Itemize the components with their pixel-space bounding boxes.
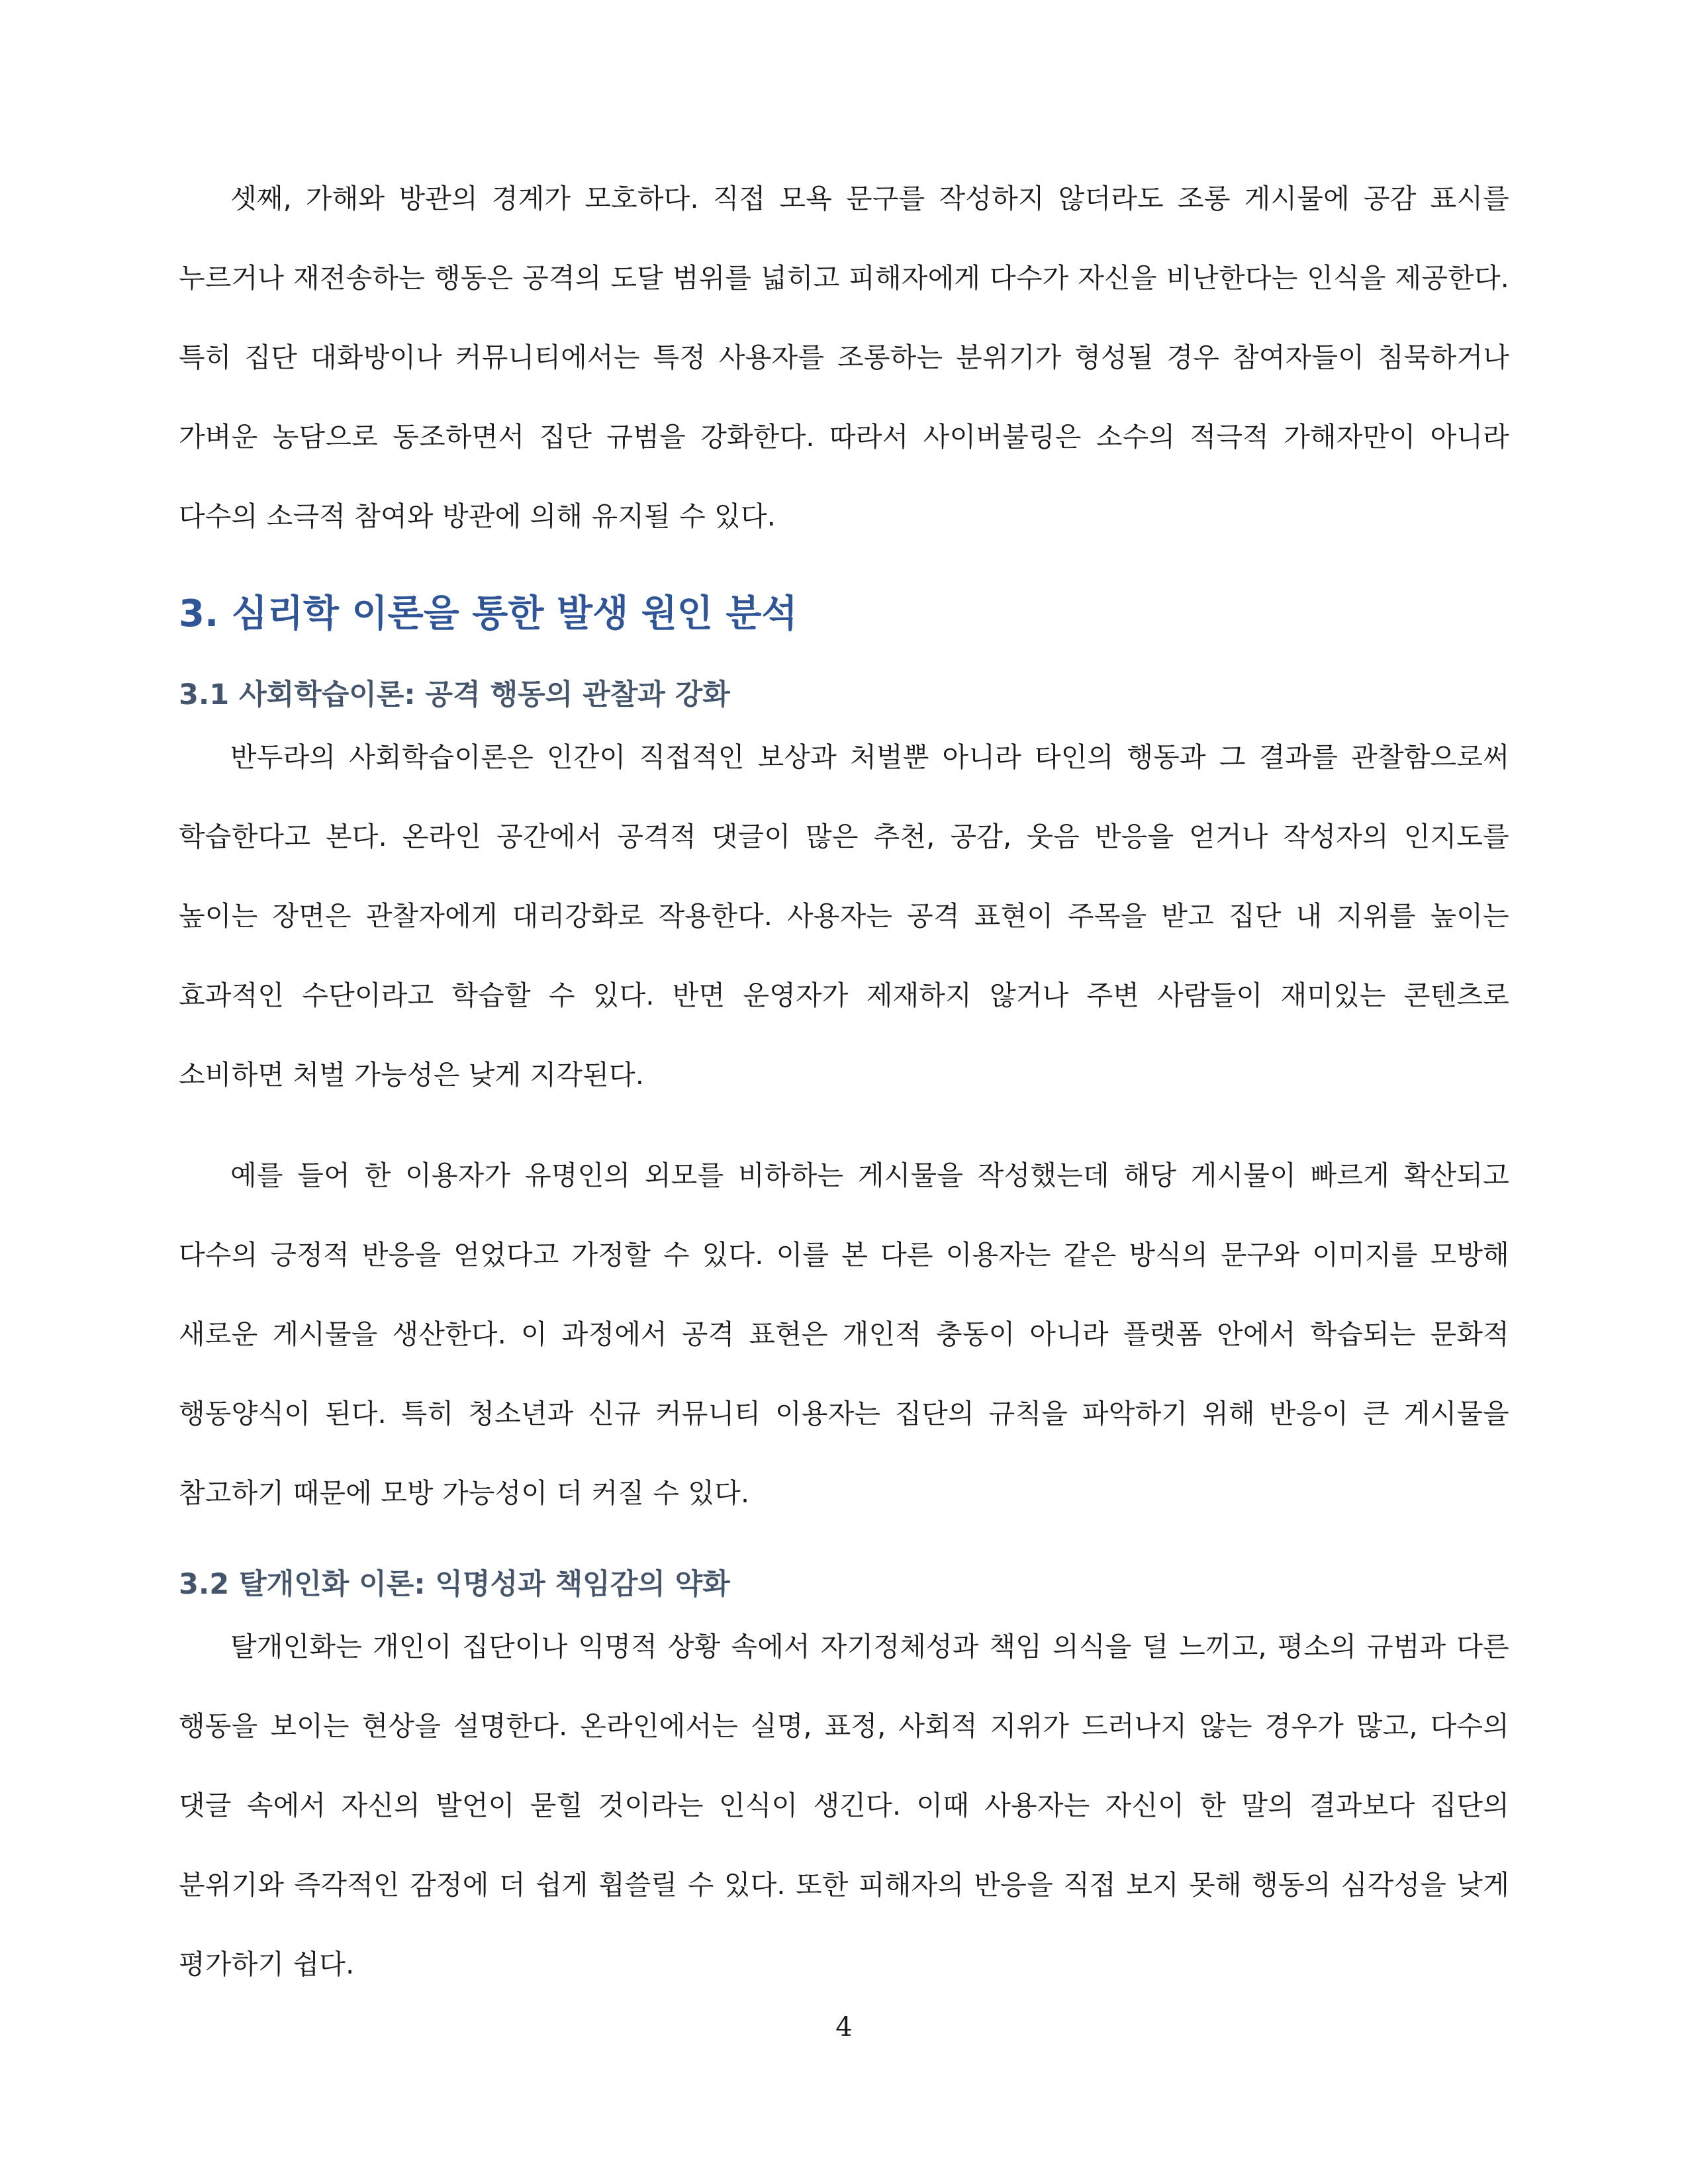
subsection-heading: 3.2 탈개인화 이론: 익명성과 책임감의 약화 xyxy=(179,1568,730,1601)
section-heading: 3. 심리학 이론을 통한 발생 원인 분석 xyxy=(179,592,798,635)
page-number: 4 xyxy=(835,2012,853,2042)
body-paragraph: 반두라의 사회학습이론은 인간이 직접적인 보상과 처벌뿐 아니라 타인의 행동과 그 결과를 관찰함으로써 학습한다고 본다. 온라인 공간에서 공격적 댓글이 많은 추천, 공감, 웃음 반응을 얻거나 작성자의 인지도를 높이는 장면은 관찰자에게 대리강화로 작용한다. 사용자는 공격 표현이 주목을 받고 집단 내 지위를 높이는 효과적인 수단이라고 학습할 수 있다. 반면 운영자가 제재하지 않거나 주변 사람들이 재미있는 콘텐츠로 소비하면 처벌 가능성은 낮게 지각된다. xyxy=(179,741,1509,1091)
body-paragraph: 탈개인화는 개인이 집단이나 익명적 상황 속에서 자기정체성과 책임 의식을 덜 느끼고, 평소의 규범과 다른 행동을 보이는 현상을 설명한다. 온라인에서는 실명, 표정, 사회적 지위가 드러나지 않는 경우가 많고, 다수의 댓글 속에서 자신의 발언이 묻힐 것이라는 인식이 생긴다. 이때 사용자는 자신이 한 말의 결과보다 집단의 분위기와 즉각적인 감정에 더 쉽게 휩쓸릴 수 있다. 또한 피해자의 반응을 직접 보지 못해 행동의 심각성을 낮게 평가하기 쉽다. xyxy=(179,1631,1509,1980)
subsection-heading: 3.1 사회학습이론: 공격 행동의 관찰과 강화 xyxy=(179,678,730,711)
page-content xyxy=(179,159,1509,2004)
body-paragraph: 예를 들어 한 이용자가 유명인의 외모를 비하하는 게시물을 작성했는데 해당 게시물이 빠르게 확산되고 다수의 긍정적 반응을 얻었다고 가정할 수 있다. 이를 본 다른 이용자는 같은 방식의 문구와 이미지를 모방해 새로운 게시물을 생산한다. 이 과정에서 공격 표현은 개인적 충동이 아니라 플랫폼 안에서 학습되는 문화적 행동양식이 된다. 특히 청소년과 신규 커뮤니티 이용자는 집단의 규칙을 파악하기 위해 반응이 큰 게시물을 참고하기 때문에 모방 가능성이 더 커질 수 있다. xyxy=(179,1160,1509,1509)
body-paragraph: 셋째, 가해와 방관의 경계가 모호하다. 직접 모욕 문구를 작성하지 않더라도 조롱 게시물에 공감 표시를 누르거나 재전송하는 행동은 공격의 도달 범위를 넓히고 피해자에게 다수가 자신을 비난한다는 인식을 제공한다. 특히 집단 대화방이나 커뮤니티에서는 특정 사용자를 조롱하는 분위기가 형성될 경우 참여자들이 침묵하거나 가벼운 농담으로 동조하면서 집단 규범을 강화한다. 따라서 사이버불링은 소수의 적극적 가해자만이 아니라 다수의 소극적 참여와 방관에 의해 유지될 수 있다. xyxy=(179,183,1509,532)
